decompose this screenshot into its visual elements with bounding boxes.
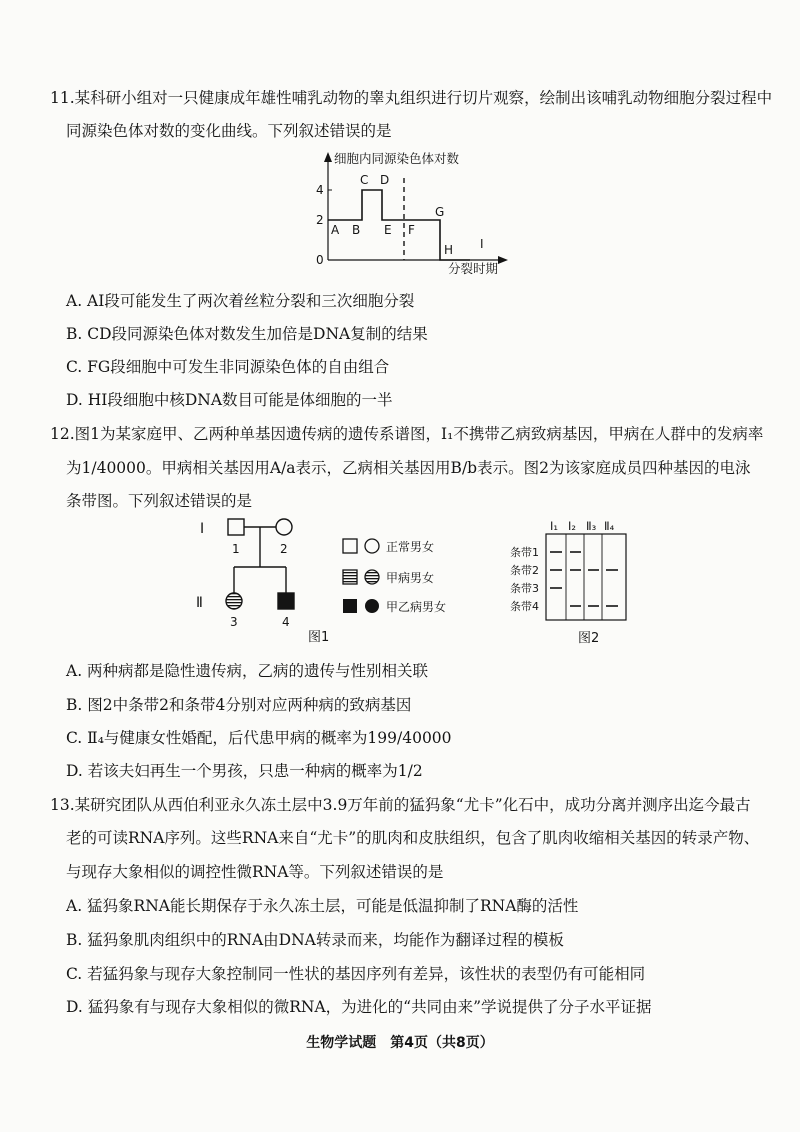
fig1-caption: 图1 xyxy=(308,630,330,645)
q13-stem-line3: 与现存大象相似的调控性微RNA等。下列叙述错误的是 xyxy=(66,863,444,881)
q13-stem-line2: 老的可读RNA序列。这些RNA来自“尤卡”的肌肉和皮肤组织，包含了肌肉收缩相关基因的转录产物、 xyxy=(66,829,760,847)
page-footer: 生物学试题 第4页（共8页） xyxy=(306,1035,494,1051)
q11-ylabel: 细胞内同源染色体对数 xyxy=(334,151,460,166)
q11-label-D: D xyxy=(380,173,390,187)
pedigree-n1: 1 xyxy=(232,542,240,556)
q11-label-C: C xyxy=(360,173,369,187)
q13-option-b: B. 猛犸象肌肉组织中的RNA由DNA转录而来，均能作为翻译过程的模板 xyxy=(66,931,564,949)
pedigree-I2-female xyxy=(276,519,292,535)
q11-option-d: D. HI段细胞中核DNA数目可能是体细胞的一半 xyxy=(66,391,393,409)
legend-jia-female xyxy=(365,570,379,584)
q11-x-arrow xyxy=(498,256,508,264)
pedigree-n3: 3 xyxy=(230,615,238,629)
q12-stem-line1: 12.图1为某家庭甲、乙两种单基因遗传病的遗传系谱图，Ⅰ₁不携带乙病致病基因，甲病在人群中的发病率 xyxy=(50,425,764,443)
pedigree-n4: 4 xyxy=(282,615,290,629)
legend-normal-male xyxy=(343,539,357,553)
q11-y-arrow xyxy=(324,152,332,162)
q11-label-G: G xyxy=(435,205,445,219)
q11-chart xyxy=(300,150,530,285)
q12-option-a: A. 两种病都是隐性遗传病，乙病的遗传与性别相关联 xyxy=(66,662,429,680)
q11-option-c: C. FG段细胞中可发生非同源染色体的自由组合 xyxy=(66,358,390,376)
q12-option-b: B. 图2中条带2和条带4分别对应两种病的致病基因 xyxy=(66,696,412,714)
fig2-header-3: Ⅱ₃ xyxy=(586,519,597,533)
q11-label-I: I xyxy=(480,237,484,251)
fig2-header-4: Ⅱ₄ xyxy=(604,519,615,533)
q11-ytick-2: 2 xyxy=(316,213,324,227)
pedigree-II4-male-jiayi xyxy=(278,593,294,609)
q13-option-c: C. 若猛犸象与现存大象控制同一性状的基因序列有差异，该性状的表型仍有可能相同 xyxy=(66,965,646,983)
q11-ytick-0: 0 xyxy=(316,253,324,267)
fig2-header-1: Ⅰ₁ xyxy=(550,519,559,533)
pedigree-II3-female-jia xyxy=(226,593,242,609)
q13-stem-line1: 13.某研究团队从西伯利亚永久冻土层中3.9万年前的猛犸象“尤卡”化石中，成功分离并测序出迄今最古 xyxy=(50,796,751,814)
legend-normal-label: 正常男女 xyxy=(386,540,435,554)
q11-xlabel: 分裂时期 xyxy=(448,261,499,276)
pedigree-n2: 2 xyxy=(280,542,288,556)
gen-2-label: Ⅱ xyxy=(196,595,203,611)
legend-jiayi-male xyxy=(343,599,357,613)
q12-stem-line3: 条带图。下列叙述错误的是 xyxy=(66,492,253,510)
q11-label-F: F xyxy=(408,223,415,237)
q12-option-d: D. 若该夫妇再生一个男孩，只患一种病的概率为1/2 xyxy=(66,762,423,780)
q12-stem-line2: 为1/40000。甲病相关基因用A/a表示，乙病相关基因用B/b表示。图2为该家庭成员四种基因的电泳 xyxy=(66,459,751,477)
q12-pedigree-fig1 xyxy=(190,515,490,650)
q11-label-H: H xyxy=(444,243,454,257)
q11-ytick-4: 4 xyxy=(316,183,324,197)
pedigree-I1-male xyxy=(228,519,244,535)
q11-stem-line2: 同源染色体对数的变化曲线。下列叙述错误的是 xyxy=(66,122,392,140)
q12-option-c: C. Ⅱ₄与健康女性婚配，后代患甲病的概率为199/40000 xyxy=(66,729,452,747)
legend-jia-label: 甲病男女 xyxy=(386,571,435,585)
fig2-band-label-4: 条带4 xyxy=(510,600,539,613)
gen-1-label: Ⅰ xyxy=(200,521,205,537)
legend-jiayi-female xyxy=(365,599,379,613)
q11-label-A: A xyxy=(331,223,340,237)
fig2-band-label-1: 条带1 xyxy=(510,546,539,559)
legend-normal-female xyxy=(365,539,379,553)
q11-option-b: B. CD段同源染色体对数发生加倍是DNA复制的结果 xyxy=(66,325,428,343)
q13-option-a: A. 猛犸象RNA能长期保存于永久冻土层，可能是低温抑制了RNA酶的活性 xyxy=(66,897,579,915)
fig2-band-label-3: 条带3 xyxy=(510,582,539,595)
q11-option-a: A. AI段可能发生了两次着丝粒分裂和三次细胞分裂 xyxy=(66,292,415,310)
q12-electrophoresis-fig2 xyxy=(510,518,640,648)
q13-option-d: D. 猛犸象有与现存大象相似的微RNA，为进化的“共同由来”学说提供了分子水平证据 xyxy=(66,998,652,1016)
legend-jia-male xyxy=(343,570,357,584)
q11-label-B: B xyxy=(352,223,361,237)
q11-stem-line1: 11.某科研小组对一只健康成年雄性哺乳动物的睾丸组织进行切片观察，绘制出该哺乳动物细胞分裂过程中 xyxy=(50,89,773,107)
q11-label-E: E xyxy=(384,223,392,237)
fig2-band-label-2: 条带2 xyxy=(510,564,539,577)
fig2-caption: 图2 xyxy=(578,631,600,646)
fig2-gel-frame xyxy=(546,534,626,620)
legend-jiayi-label: 甲乙病男女 xyxy=(386,600,447,614)
fig2-header-2: Ⅰ₂ xyxy=(568,519,577,533)
